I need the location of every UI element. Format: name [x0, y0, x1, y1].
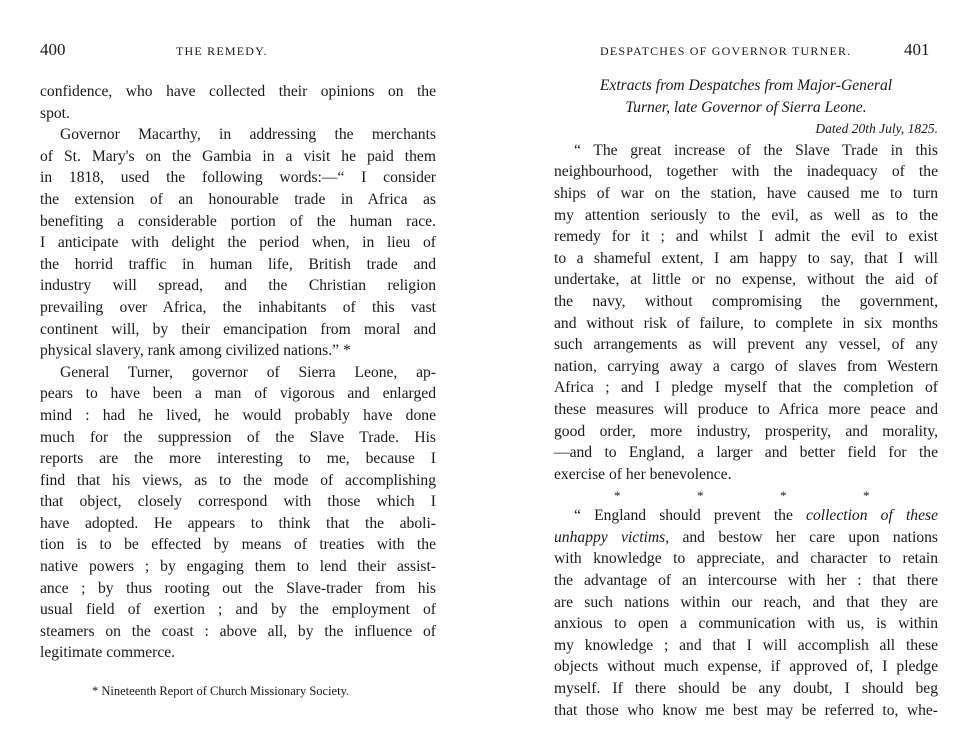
text-line: the navy, without compromising the government, — [554, 292, 938, 310]
text-line: continent will, by their emancipation from moral and — [40, 320, 436, 338]
text-line: such arrangements as will prevent any vessel, of any — [554, 336, 938, 354]
text-line: and without risk of failure, to complete in six months — [554, 314, 938, 332]
text-line: “ England should prevent the collection of these — [574, 507, 939, 525]
text-line: benefiting a considerable portion of the human race. — [40, 212, 436, 230]
text-line: —and to England, a larger and better field for the — [554, 444, 938, 462]
text-line: that those who know me best may be referred to, whe- — [554, 701, 938, 719]
text-line: usual field of exertion ; and by the employment of — [40, 601, 436, 619]
text-line: pears to have been a man of vigorous and enlarged — [40, 385, 436, 403]
text-line: confidence, who have collected their opinions on the — [40, 83, 436, 100]
separator-star: * — [697, 488, 704, 504]
running-head: DESPATCHES OF GOVERNOR TURNER. — [600, 44, 852, 58]
text-line: physical slavery, rank among civilized nations.” * — [40, 342, 351, 360]
section-separator — [554, 485, 938, 505]
text-line: undertake, at little or no expense, without the aid of — [554, 271, 938, 289]
text-line: much for the suppression of the Slave Trade. His — [40, 428, 436, 446]
text-line: Governor Macarthy, in addressing the merchants — [60, 126, 436, 144]
dateline: Dated 20th July, 1825. — [815, 121, 938, 137]
separator-star: * — [863, 488, 870, 504]
page-body — [40, 81, 436, 664]
text-line: the extension of an honourable trade in Africa as — [40, 190, 436, 208]
section-heading: Extracts from Despatches from Major-General — [599, 77, 893, 94]
text-line: in 1818, used the following words:—“ I consider — [40, 169, 436, 187]
text-line: nation, carrying away a cargo of slaves from Western — [554, 357, 938, 375]
text-line: General Turner, governor of Sierra Leone, ap- — [60, 363, 436, 381]
text-line: anxious to open a communication with us, is within — [554, 615, 938, 633]
text-line: good order, more industry, prosperity, and morality, — [554, 422, 938, 440]
text-line: these measures will produce to Africa more peace and — [554, 400, 938, 418]
separator-star: * — [614, 488, 621, 504]
text-line: unhappy victims, and bestow her care upon nations — [554, 528, 938, 546]
text-line: tion is to be effected by means of treaties with the — [40, 536, 436, 554]
right-page — [490, 0, 980, 750]
text-line: with knowledge to appreciate, and character to retain — [554, 550, 938, 568]
text-line: that object, closely correspond with those which I — [40, 493, 436, 511]
text-line: of St. Mary's on the Gambia in a visit he paid them — [40, 147, 436, 165]
emphasis-text: unhappy victims — [554, 528, 666, 546]
text-line: legitimate commerce. — [40, 644, 176, 662]
running-head: THE REMEDY. — [176, 44, 268, 58]
text-line: find that his views, as to the mode of accomplishing — [40, 471, 436, 489]
text-line: ships of war on the station, have caused me to turn — [554, 184, 938, 202]
text-line: are such nations within our reach, and that they are — [554, 593, 938, 611]
text-line: objects without much expense, if approved of, I pledge — [554, 658, 938, 676]
text-line: exercise of her benevolence. — [554, 465, 732, 483]
text-line: my attention seriously to the evil, as well as to the — [554, 206, 938, 224]
emphasis-text: collection of these — [806, 507, 939, 525]
text-line: to a shameful extent, I am happy to say, that I will — [554, 249, 938, 267]
text-line: spot. — [40, 104, 70, 122]
text-line: have adopted. He appears to think that the aboli- — [40, 514, 436, 532]
text-line: prevailing over Africa, the inhabitants of this vast — [40, 298, 436, 316]
text-line: Africa ; and I pledge myself that the completion of — [554, 379, 938, 397]
text-line: industry will spread, and the Christian religion — [40, 277, 436, 295]
text-line: remedy for it ; and whilst I admit the evil to exist — [554, 228, 938, 246]
footnote: * Nineteenth Report of Church Missionary Society. — [92, 684, 350, 698]
text-line: my knowledge ; and that I will accomplish all these — [554, 636, 938, 654]
page-number: 400 — [40, 40, 66, 59]
text-line: neighbourhood, together with the inadequacy of the — [554, 163, 938, 181]
page-number: 401 — [904, 40, 930, 59]
text-line: mind : had he lived, he would probably have done — [40, 406, 436, 424]
separator-star: * — [780, 488, 787, 504]
section-heading: Turner, late Governor of Sierra Leone. — [625, 98, 867, 116]
text-line: reports are the more interesting to me, because I — [40, 450, 436, 468]
text-line: steamers on the coast : above all, by the influence of — [40, 622, 436, 640]
text-line: native powers ; by engaging them to lend their assist- — [40, 558, 436, 576]
page-body — [554, 75, 938, 721]
text-line: I anticipate with delight the period when, in lieu of — [40, 234, 436, 252]
text-line: myself. If there should be any doubt, I should beg — [554, 680, 938, 698]
text-line: the advantage of an intercourse with her : that there — [554, 572, 938, 590]
text-line: ance ; by thus rooting out the Slave-trader from his — [40, 579, 436, 597]
text-line: “ The great increase of the Slave Trade in this — [574, 141, 938, 159]
text-line: the horrid traffic in human life, British trade and — [40, 255, 436, 273]
